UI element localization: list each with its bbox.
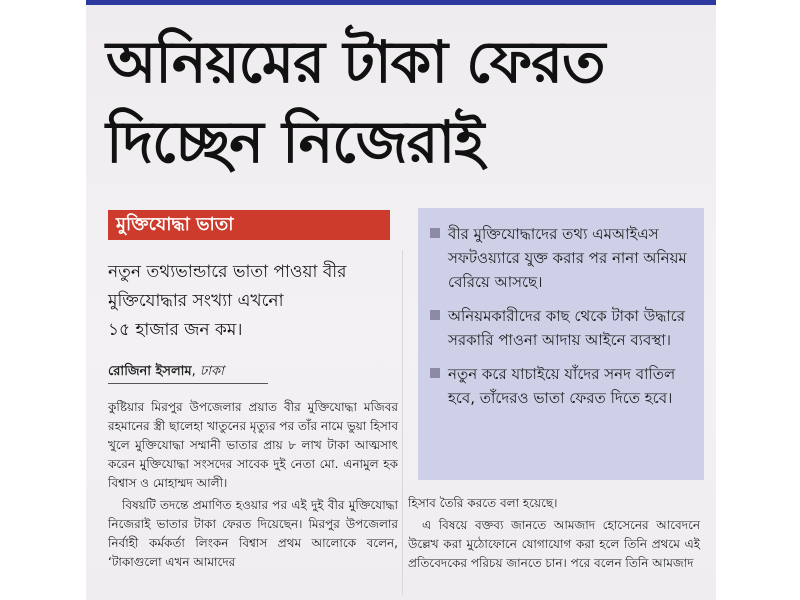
- intro-deck: [108, 258, 398, 345]
- byline-name: রোজিনা ইসলাম: [108, 364, 192, 379]
- intro-line-3: ১৫ হাজার জন কম।: [108, 320, 243, 340]
- square-bullet-icon: [430, 310, 440, 320]
- byline-rule: [108, 383, 268, 384]
- headline: [106, 22, 706, 182]
- body-paragraph-1: কুষ্টিয়ার মিরপুর উপজেলার প্রয়াত বীর মুক্তিযোদ্ধা মজিবর রহমানের স্ত্রী ছালেহা খাতুনের মৃত্যুর পর তাঁর নামে ভুয়া হিসাব খুলে মুক্তিযোদ্ধা সম্মানী ভাতার প্রায় ৮ লাখ টাকা আত্মসাৎ করেন মুক্তিযোদ্ধা সংসদের সাবেক দুই নেতা মো. এনামুল হক বিশ্বাস ও মোহাম্মদ আলী।: [108, 400, 398, 490]
- highlight-text: অনিয়মকারীদের কাছ থেকে টাকা উদ্ধারে সরকারি পাওনা আদায় আইনে ব্যবস্থা।: [448, 307, 685, 349]
- column-divider: [402, 250, 403, 595]
- body-paragraph-4: এ বিষয়ে বক্তব্য জানতে আমজাদ হোসেনের আবেদনে উল্লেখ করা মুঠোফোনে যোগাযোগ করা হলে তিনি প্রথমে এই প্রতিবেদকের পরিচয় জানতে চান। পরে বলেন তিনি আমজাদ: [408, 518, 700, 570]
- headline-line-2: দিচ্ছেন নিজেরাই: [106, 108, 484, 176]
- newspaper-clipping: [86, 0, 716, 600]
- highlight-item: [428, 362, 694, 410]
- highlight-item: [428, 304, 694, 352]
- body-column-right: [408, 494, 700, 573]
- intro-line-2: মুক্তিযোদ্ধার সংখ্যা এখনো: [108, 291, 284, 311]
- intro-line-1: নতুন তথ্যভান্ডারে ভাতা পাওয়া বীর: [108, 262, 347, 282]
- byline-place: ঢাকা: [199, 364, 224, 379]
- body-column-left: [108, 398, 398, 572]
- section-tag: মুক্তিযোদ্ধা ভাতা: [108, 210, 390, 240]
- highlight-item: [428, 222, 694, 294]
- highlights-box: [418, 208, 704, 480]
- byline: রোজিনা ইসলাম, ঢাকা: [108, 364, 224, 379]
- top-border: [86, 0, 716, 5]
- highlight-text: বীর মুক্তিযোদ্ধাদের তথ্য এমআইএস সফটওয়্যারে যুক্ত করার পর নানা অনিয়ম বেরিয়ে আসছে।: [448, 225, 687, 291]
- body-paragraph-2: বিষয়টি তদন্তে প্রমাণিত হওয়ার পর এই দুই বীর মুক্তিযোদ্ধা নিজেরাই ভাতার টাকা ফেরত দিয়েছেন। মিরপুর উপজেলার নির্বাহী কর্মকর্তা লিংকন বিশ্বাস প্রথম আলোকে বলেন, ‘টাকাগুলো এখন আমাদের: [108, 498, 398, 569]
- headline-line-1: অনিয়মের টাকা ফেরত: [106, 28, 605, 96]
- square-bullet-icon: [430, 368, 440, 378]
- highlight-text: নতুন করে যাচাইয়ে যাঁদের সনদ বাতিল হবে, তাঁদেরও ভাতা ফেরত দিতে হবে।: [448, 365, 676, 407]
- body-paragraph-3: হিসাব তৈরি করতে বলা হয়েছে।: [408, 496, 558, 510]
- square-bullet-icon: [430, 228, 440, 238]
